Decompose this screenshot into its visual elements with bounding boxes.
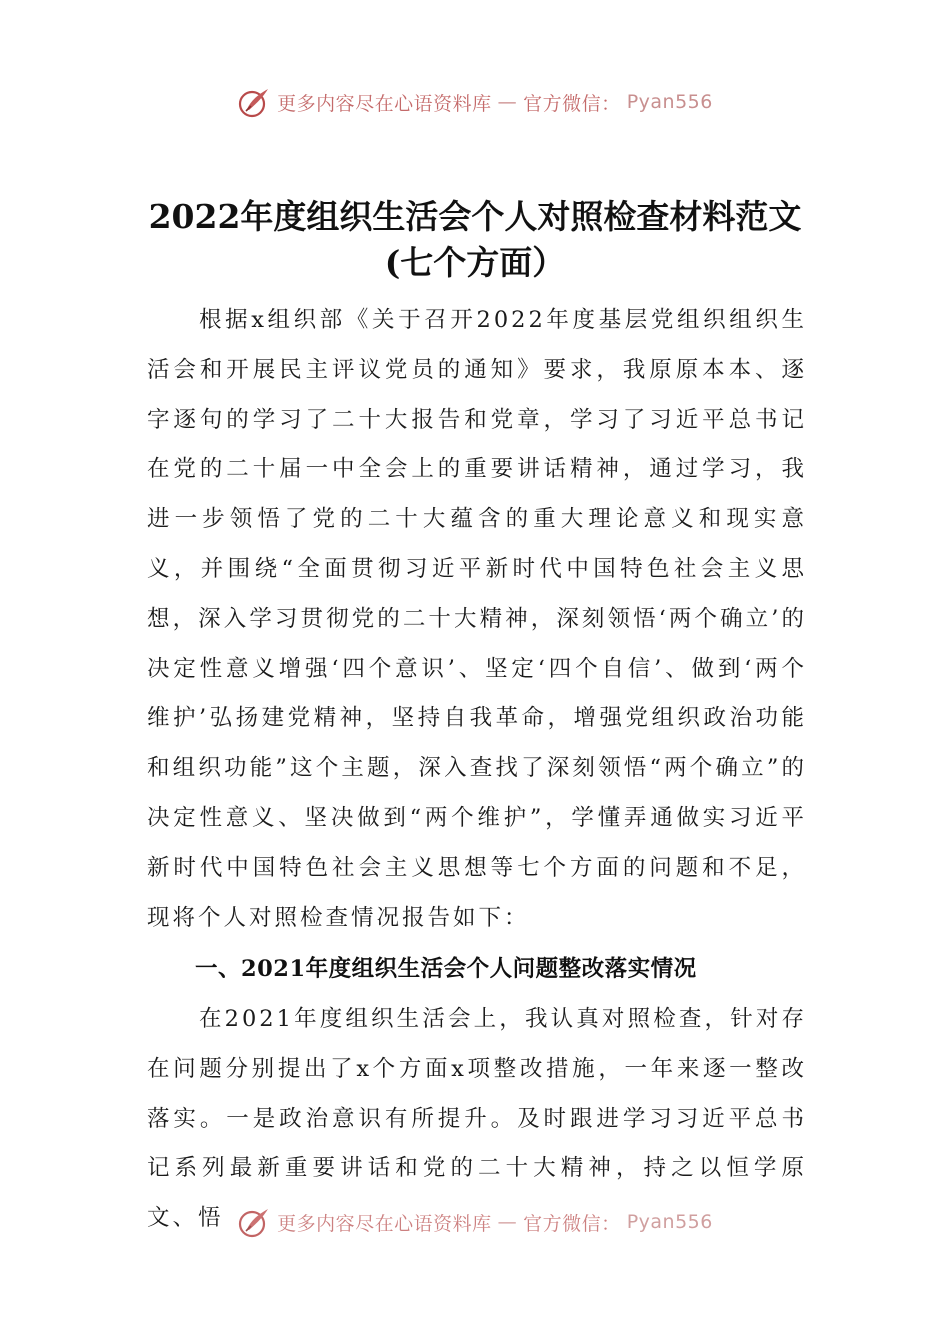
paragraph-section-1: 在2021年度组织生活会上，我认真对照检查，针对存在问题分别提出了x个方面x项整改措施，一年来逐一整改落实。一是政治意识有所提升。及时跟进学习习近平总书记系列最新重要讲话和党的二十大精神，持之以恒学原文、悟 — [147, 1006, 807, 1232]
section-heading-1: 一、2021年度组织生活会个人问题整改落实情况 — [195, 956, 697, 982]
quill-logo-icon — [237, 85, 271, 119]
watermark-text: 更多内容尽在心语资料库 — [277, 92, 492, 115]
quill-logo-icon — [237, 1205, 271, 1239]
footer-watermark — [0, 1204, 950, 1240]
watermark-text: 更多内容尽在心语资料库 — [277, 1212, 492, 1235]
header-watermark — [0, 84, 950, 120]
watermark-contact-label: 官方微信： — [523, 1212, 621, 1235]
watermark-separator: — — [497, 91, 518, 113]
watermark-contact-label: 官方微信： — [523, 92, 621, 115]
watermark-contact-id: Pyan556 — [626, 91, 713, 113]
paragraph-intro: 根据x组织部《关于召开2022年度基层党组织组织生活会和开展民主评议党员的通知》要求，我原原本本、逐字逐句的学习了二十大报告和党章，学习了习近平总书记在党的二十届一中全会上的重要讲话精神，通过学习，我进一步领悟了党的二十大蕴含的重大理论意义和现实意义，并围绕“全面贯彻习近平新时代中国特色社会主义思想，深入学习贯彻党的二十大精神，深刻领悟‘两个确立’的决定性意义增强‘四个意识’、坚定‘四个自信’、做到‘两个维护’弘扬建党精神，坚持自我革命，增强党组织政治功能和组织功能”这个主题，深入查找了深刻领悟“两个确立”的决定性意义、坚决做到“两个维护”，学懂弄通做实习近平新时代中国特色社会主义思想等七个方面的问题和不足，现将个人对照检查情况报告如下： — [147, 307, 807, 931]
watermark-contact-id: Pyan556 — [626, 1211, 713, 1233]
document-title: 2022年度组织生活会个人对照检查材料范文(七个方面） — [148, 197, 802, 282]
watermark-separator: — — [497, 1211, 518, 1233]
